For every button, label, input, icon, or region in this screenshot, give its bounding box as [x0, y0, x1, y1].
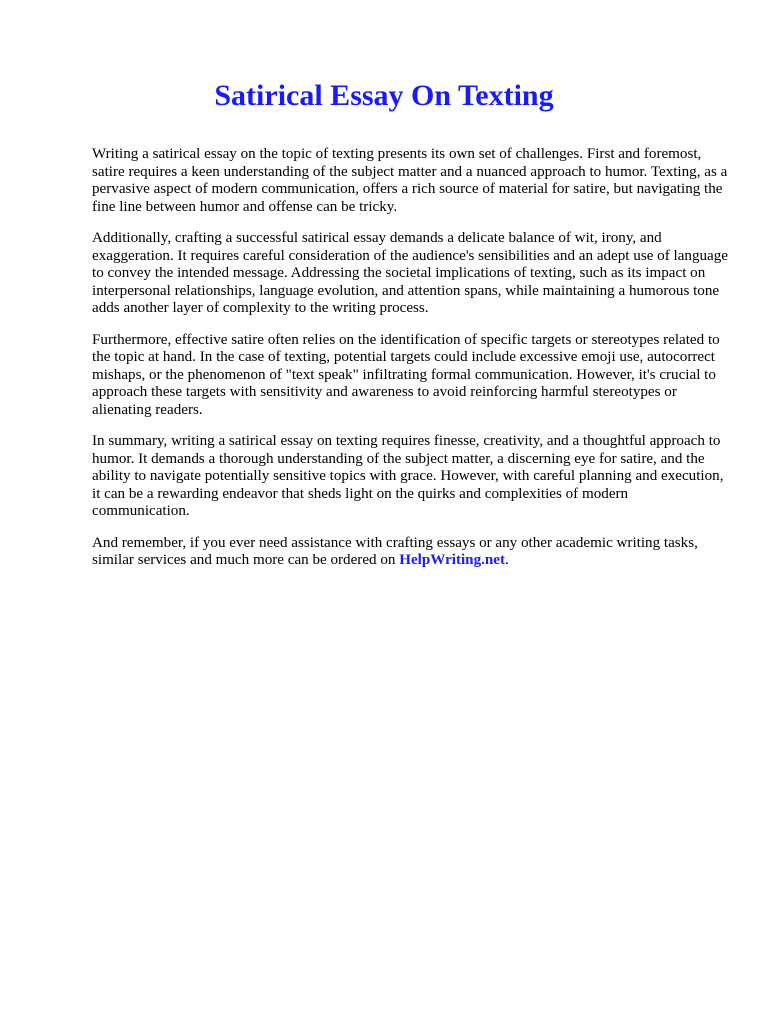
closing-paragraph — [92, 535, 728, 570]
helpwriting-link[interactable]: HelpWriting.net — [399, 552, 506, 569]
paragraph-1: Writing a satirical essay on the topic of texting presents its own set of challenges. First and foremost, satire requires a keen understanding of the subject matter and a nuanced approach to humor. Texting, as a pervasive aspect of modern communication, offers a rich source of material for satire, but navigating the fine line between humor and offense can be tricky. — [92, 146, 728, 215]
paragraph-3: Furthermore, effective satire often relies on the identification of specific targets or stereotypes related to the topic at hand. In the case of texting, potential targets could include excessive emoji use, autocorrect mishaps, or the phenomenon of "text speak" infiltrating formal communication. However, it's crucial to approach these targets with sensitivity and awareness to avoid reinforcing harmful stereotypes or alienating readers. — [92, 331, 720, 418]
paragraph-2: Additionally, crafting a successful satirical essay demands a delicate balance of wit, irony, and exaggeration. It requires careful consideration of the audience's sensibilities and an adept use of language to convey the intended message. Addressing the societal implications of texting, such as its impact on interpersonal relationships, language evolution, and attention spans, while maintaining a humorous tone adds another layer of complexity to the writing process. — [92, 229, 728, 317]
paragraph-4: In summary, writing a satirical essay on texting requires finesse, creativity, and a thoughtful approach to humor. It demands a thorough understanding of the subject matter, a discerning eye for satire, and the ability to navigate potentially sensitive topics with grace. However, with careful planning and execution, it can be a rewarding endeavor that sheds light on the quirks and complexities of modern communication. — [92, 433, 724, 520]
closing-text: And remember, if you ever need assistance with crafting essays or any other academic writing tasks, similar services and much more can be ordered on — [92, 534, 698, 569]
essay-body — [92, 146, 728, 583]
closing-period: . — [505, 552, 509, 569]
page-title: Satirical Essay On Texting — [214, 79, 554, 112]
